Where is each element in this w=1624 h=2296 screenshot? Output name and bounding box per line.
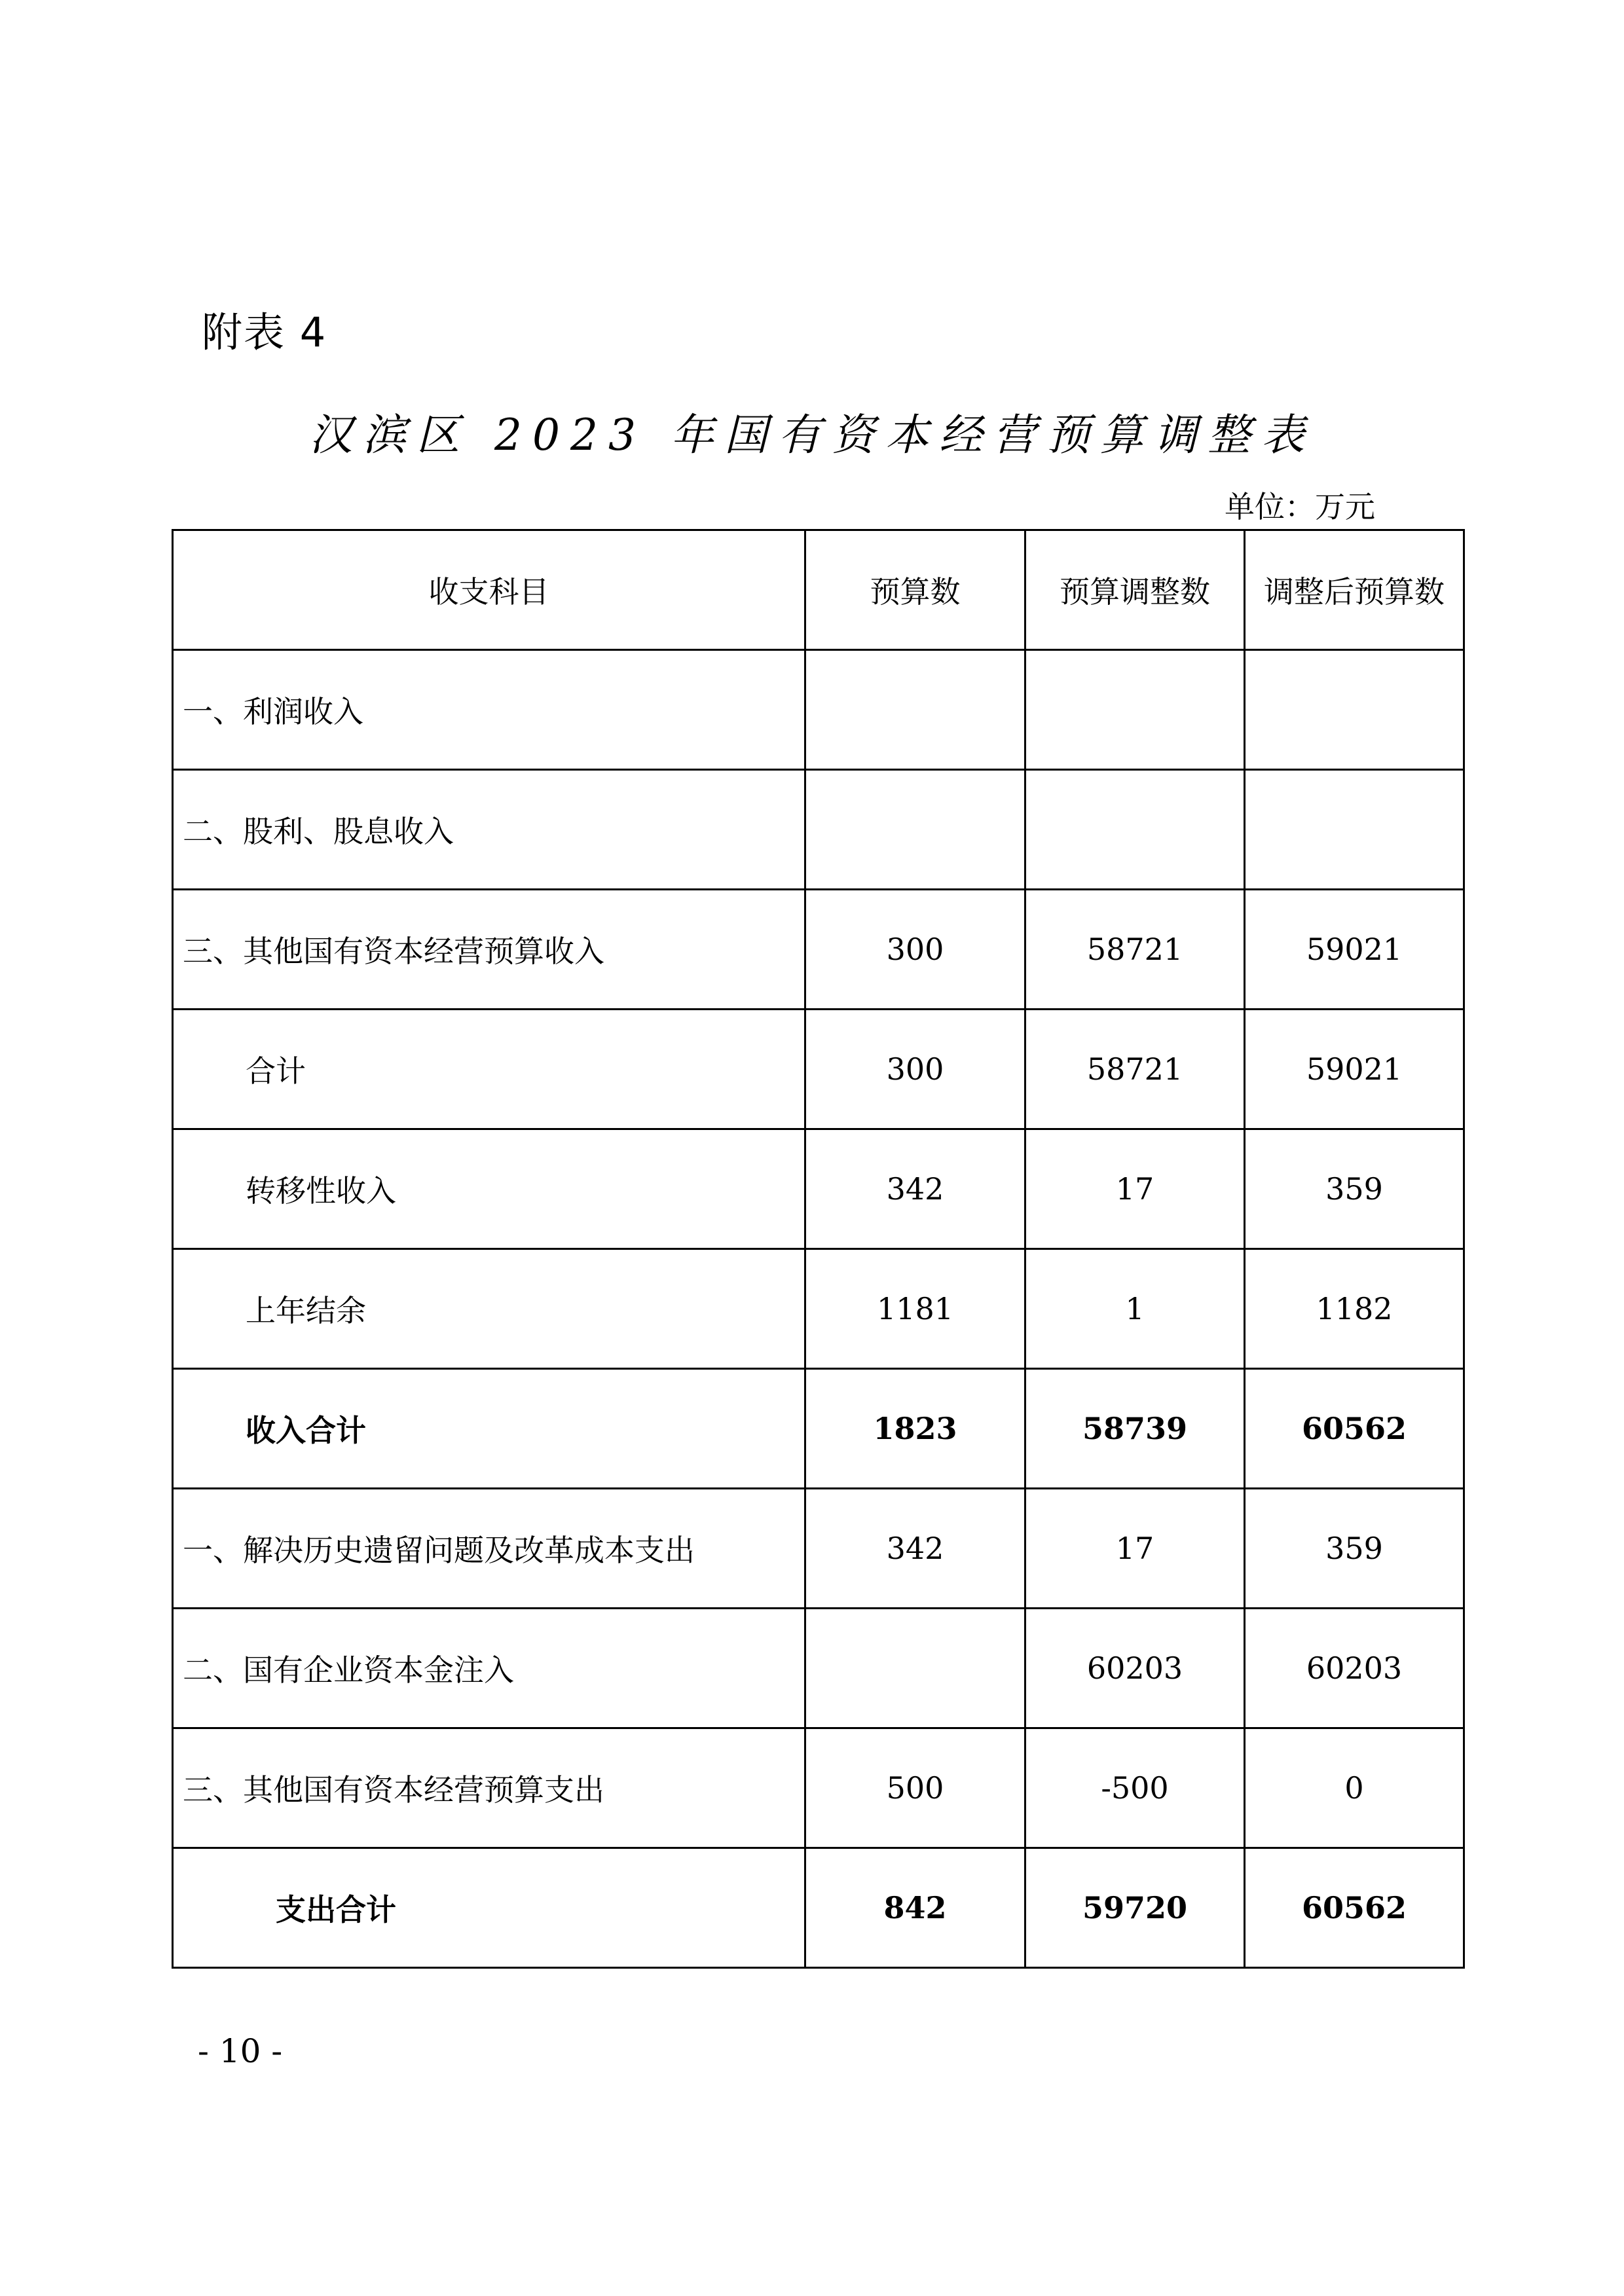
page-title: 汉滨区 2023 年国有资本经营预算调整表 <box>309 410 1315 460</box>
cell-adjusted-budget <box>1245 770 1464 890</box>
cell-budget: 300 <box>805 1010 1025 1129</box>
cell-adjustment: 17 <box>1025 1129 1245 1249</box>
cell-budget: 842 <box>805 1848 1025 1968</box>
table-row <box>173 650 1464 770</box>
table-body <box>173 650 1464 1968</box>
cell-item: 上年结余 <box>173 1249 805 1369</box>
cell-adjusted-budget: 359 <box>1245 1129 1464 1249</box>
unit-label: 单位：万元 <box>1225 489 1375 524</box>
cell-adjusted-budget: 59021 <box>1245 1010 1464 1129</box>
cell-budget <box>805 1609 1025 1728</box>
column-header-item: 收支科目 <box>173 530 805 650</box>
table-row <box>173 1728 1464 1848</box>
table-row <box>173 1369 1464 1489</box>
table-header-row <box>173 530 1464 650</box>
cell-adjustment: 59720 <box>1025 1848 1245 1968</box>
cell-adjusted-budget: 60203 <box>1245 1609 1464 1728</box>
table-header <box>173 530 1464 650</box>
cell-budget: 1823 <box>805 1369 1025 1489</box>
cell-item: 收入合计 <box>173 1369 805 1489</box>
cell-adjustment: 17 <box>1025 1489 1245 1609</box>
cell-adjustment <box>1025 650 1245 770</box>
table-row <box>173 1249 1464 1369</box>
cell-adjusted-budget: 0 <box>1245 1728 1464 1848</box>
cell-item: 一、解决历史遗留问题及改革成本支出 <box>173 1489 805 1609</box>
column-header-adjusted-budget: 调整后预算数 <box>1245 530 1464 650</box>
cell-adjusted-budget: 1182 <box>1245 1249 1464 1369</box>
cell-adjustment: 60203 <box>1025 1609 1245 1728</box>
cell-adjustment: 58739 <box>1025 1369 1245 1489</box>
cell-item: 支出合计 <box>173 1848 805 1968</box>
cell-adjusted-budget: 359 <box>1245 1489 1464 1609</box>
table-row <box>173 1010 1464 1129</box>
cell-item: 三、其他国有资本经营预算支出 <box>173 1728 805 1848</box>
cell-item: 二、股利、股息收入 <box>173 770 805 890</box>
cell-adjusted-budget: 59021 <box>1245 890 1464 1010</box>
cell-item: 二、国有企业资本金注入 <box>173 1609 805 1728</box>
cell-item: 三、其他国有资本经营预算收入 <box>173 890 805 1010</box>
table-row <box>173 770 1464 890</box>
attachment-label: 附表 4 <box>202 308 327 356</box>
cell-budget: 300 <box>805 890 1025 1010</box>
cell-adjustment: -500 <box>1025 1728 1245 1848</box>
cell-adjustment: 58721 <box>1025 890 1245 1010</box>
cell-budget: 342 <box>805 1489 1025 1609</box>
table-row <box>173 1489 1464 1609</box>
cell-adjustment <box>1025 770 1245 890</box>
column-header-adjustment: 预算调整数 <box>1025 530 1245 650</box>
cell-budget: 342 <box>805 1129 1025 1249</box>
table-row <box>173 1609 1464 1728</box>
cell-budget <box>805 650 1025 770</box>
cell-adjusted-budget <box>1245 650 1464 770</box>
table-row <box>173 1848 1464 1968</box>
cell-adjustment: 1 <box>1025 1249 1245 1369</box>
cell-item: 一、利润收入 <box>173 650 805 770</box>
cell-budget: 500 <box>805 1728 1025 1848</box>
cell-budget: 1181 <box>805 1249 1025 1369</box>
table-row <box>173 1129 1464 1249</box>
cell-adjustment: 58721 <box>1025 1010 1245 1129</box>
table-row <box>173 890 1464 1010</box>
cell-budget <box>805 770 1025 890</box>
budget-adjustment-table <box>172 529 1465 1969</box>
page-number: - 10 - <box>198 2032 283 2070</box>
column-header-budget: 预算数 <box>805 530 1025 650</box>
cell-adjusted-budget: 60562 <box>1245 1848 1464 1968</box>
cell-item: 合计 <box>173 1010 805 1129</box>
cell-adjusted-budget: 60562 <box>1245 1369 1464 1489</box>
cell-item: 转移性收入 <box>173 1129 805 1249</box>
